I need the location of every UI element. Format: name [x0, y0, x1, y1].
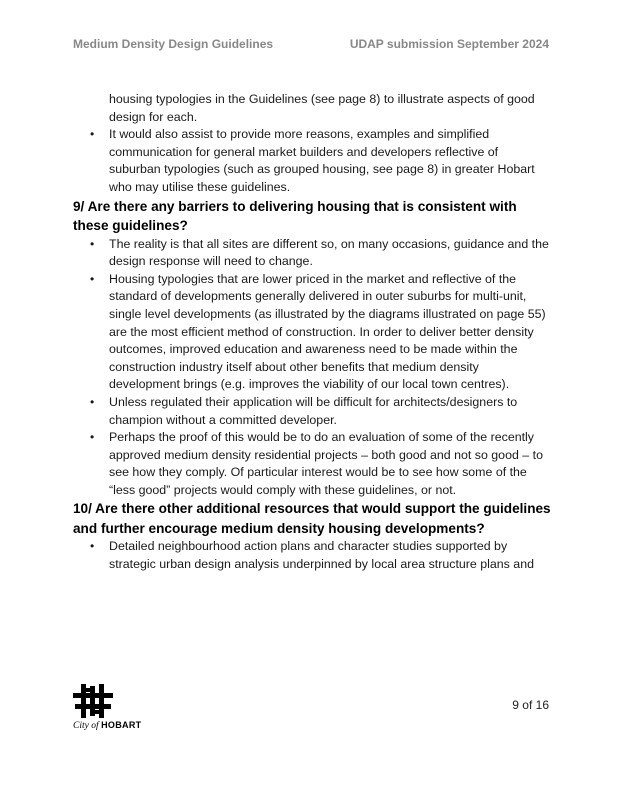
bullet-dot-icon: •	[90, 271, 95, 286]
bullet-list-question-9	[73, 236, 551, 500]
bullet-text: The reality is that all sites are different so, on many occasions, guidance and the design response will need to change.	[109, 236, 549, 269]
bullet-dot-icon: •	[90, 127, 95, 142]
page-current: 9	[512, 698, 519, 712]
bullet-dot-icon: •	[90, 539, 95, 554]
question-9-heading: 9/ Are there any barriers to delivering housing that is consistent with these guidelines?	[73, 198, 517, 234]
page-header	[73, 37, 549, 51]
bullet-list-top	[73, 126, 551, 196]
header-document-title: Medium Density Design Guidelines	[73, 37, 274, 51]
continued-paragraph: housing typologies in the Guidelines (see page 8) to illustrate aspects of good design for each.	[109, 92, 535, 124]
bullet-item	[73, 394, 551, 429]
header-submission-label: UDAP submission September 2024	[349, 37, 549, 51]
bullet-item	[73, 429, 551, 499]
question-10-heading: 10/ Are there other additional resources that would support the guidelines and further encourage medium density housing developments?	[73, 501, 551, 536]
bullet-item	[73, 236, 551, 271]
bullet-text: Detailed neighbourhood action plans and character studies supported by strategic urban design analysis underpinned by local area structure plans and	[109, 539, 534, 572]
bullet-text: Unless regulated their application will be difficult for architects/designers to champion without a committed developer.	[109, 394, 518, 427]
bullet-dot-icon: •	[90, 430, 95, 445]
logo-hobart-text: HOBART	[101, 720, 142, 730]
bullet-list-question-10	[73, 538, 551, 573]
city-of-hobart-logo-icon	[73, 684, 113, 718]
bullet-text: It would also assist to provide more reasons, examples and simplified communication for general market builders and developers reflective of suburban typologies (such as grouped housing, see page 8) in greater Hobart who may utilise these guidelines.	[109, 127, 535, 194]
bullet-text: Housing typologies that are lower priced in the market and reflective of the standard of developments generally delivered in outer suburbs for multi-unit, single level developments (as illustrated by the diagrams illustrated on page 55) are the most efficient method of construction. In order to deliver better density outcomes, improved education and awareness need to be made within the construction industry itself about other benefits that medium density development brings (e.g. improves the viability of our local town centres).	[109, 271, 546, 392]
page-number	[512, 698, 549, 712]
page-body	[73, 91, 551, 574]
bullet-item	[73, 271, 551, 394]
bullet-item	[73, 538, 551, 573]
bullet-text: Perhaps the proof of this would be to do an evaluation of some of the recently approved medium density residential projects – both good and not so good – to see how they comply. Of particular interest would be to see how some of the “less good” projects would comply with these guidelines, or not.	[109, 430, 543, 497]
city-of-hobart-logo	[73, 684, 143, 731]
bullet-dot-icon: •	[90, 394, 95, 409]
bullet-dot-icon: •	[90, 236, 95, 251]
page-total: 16	[535, 698, 549, 712]
page-of-label: of	[522, 698, 533, 712]
logo-city-text: City of	[73, 721, 99, 731]
bullet-item	[73, 126, 551, 196]
